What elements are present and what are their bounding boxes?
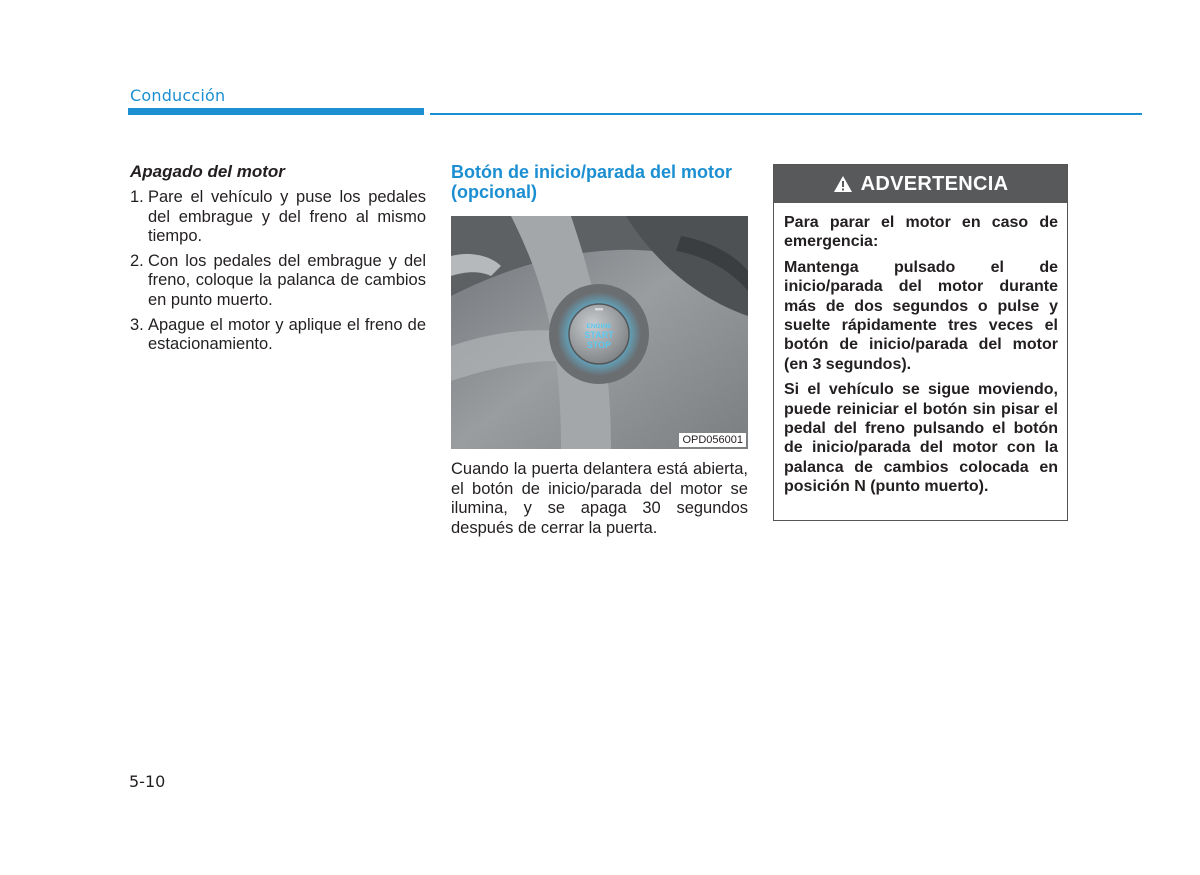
button-label-engine: ENGINE — [586, 323, 612, 330]
header-bar — [128, 108, 424, 115]
engine-start-illustration — [451, 216, 748, 449]
subsection-title: Apagado del motor — [130, 162, 285, 181]
feature-description: Cuando la puerta delantera está abierta, el botón de inicio/parada del motor se ilumina, y se apaga 30 segundos después de cerrar la puerta. — [451, 460, 748, 537]
list-item: 3. Apague el motor y aplique el freno de estacionamiento. — [130, 315, 426, 354]
figure-code: OPD056001 — [679, 433, 746, 447]
feature-title: Botón de inicio/parada del motor (opcional) — [451, 162, 733, 202]
warning-box — [773, 164, 1068, 521]
header-rule — [430, 113, 1142, 115]
page-number: 5-10 — [129, 772, 166, 791]
button-label-start: START — [584, 330, 614, 340]
dashboard-illustration — [451, 216, 748, 449]
list-item: 1. Pare el vehículo y puse los pedales del embrague y del freno al mismo tiempo. — [130, 188, 426, 246]
warning-paragraph: Para parar el motor en caso de emergencia: — [784, 214, 1058, 251]
steps-list — [130, 188, 426, 355]
warning-paragraph: Mantenga pulsado el de inicio/parada del motor durante más de dos segundos o pulse y suelte rápidamente tres veces el botón de inicio/parada del motor (en 3 segundos). — [784, 258, 1058, 373]
left-column — [130, 162, 426, 360]
warning-triangle-icon — [833, 175, 853, 193]
button-label-stop: STOP — [586, 340, 612, 350]
middle-column — [451, 162, 748, 538]
list-item: 2. Con los pedales del embrague y del freno, coloque la palanca de cambios en punto muerto. — [130, 251, 426, 309]
warning-paragraph: Si el vehículo se sigue moviendo, puede reiniciar el botón sin pisar el pedal del freno pulsando el botón de inicio/parada del motor con la palanca de cambios colocada en posición N (punto muerto). — [784, 381, 1058, 496]
warning-heading: ADVERTENCIA — [860, 172, 1009, 195]
section-title: Conducción — [130, 86, 226, 105]
warning-body — [774, 203, 1067, 497]
warning-header — [774, 165, 1067, 203]
